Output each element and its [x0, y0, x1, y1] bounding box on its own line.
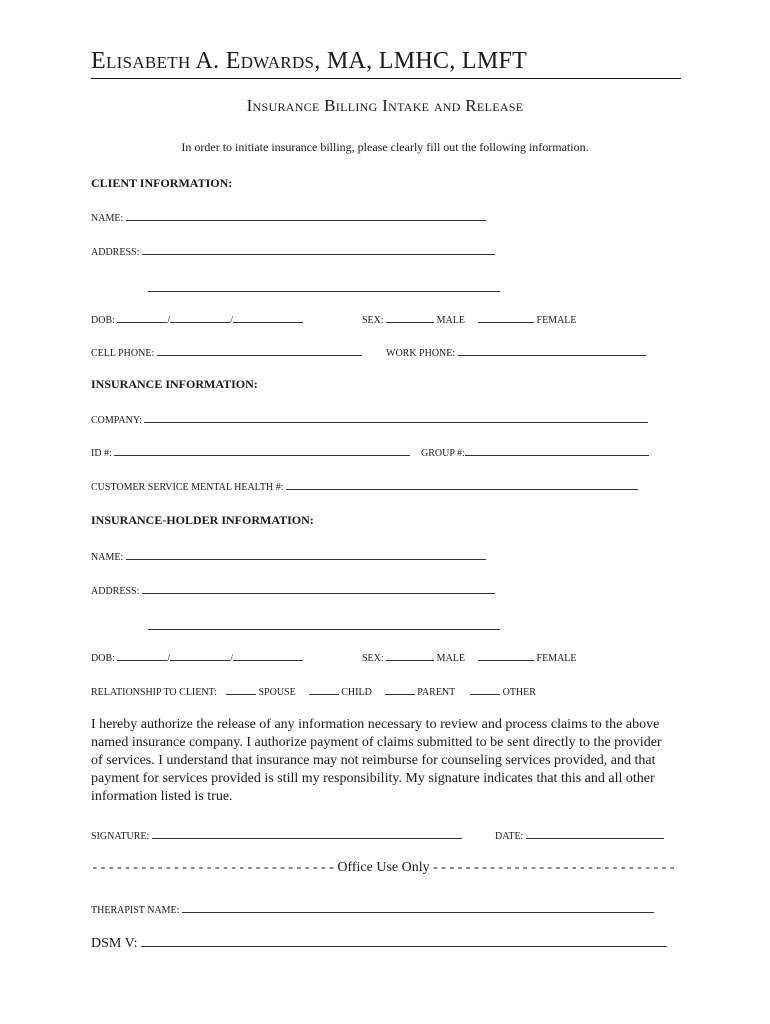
relationship-label: RELATIONSHIP TO CLIENT:	[91, 687, 217, 698]
insurance-company-field[interactable]	[144, 412, 648, 423]
client-cell-row	[91, 345, 362, 359]
holder-address-label: ADDRESS:	[91, 586, 140, 597]
date-field[interactable]	[526, 828, 664, 839]
holder-sex-row	[362, 650, 577, 664]
client-work-label: WORK PHONE:	[386, 348, 456, 359]
client-sex-label: SEX:	[362, 315, 384, 326]
therapist-field[interactable]	[182, 902, 654, 913]
client-male-field[interactable]	[386, 312, 434, 323]
parent-label: PARENT	[417, 687, 456, 698]
holder-name-label: NAME:	[91, 552, 124, 563]
insurance-group-label: GROUP #:	[421, 448, 465, 459]
holder-name-field[interactable]	[126, 549, 486, 560]
holder-address-field[interactable]	[142, 583, 495, 594]
client-name-field[interactable]	[126, 210, 486, 221]
client-work-row	[386, 345, 646, 359]
intro-text: In order to initiate insurance billing, please clearly fill out the following information.	[181, 140, 589, 154]
client-dob-day-field[interactable]	[170, 312, 230, 323]
dsm-label: DSM V:	[91, 936, 138, 951]
holder-info-heading: INSURANCE-HOLDER INFORMATION:	[91, 513, 314, 527]
client-address-field[interactable]	[142, 244, 495, 255]
date-row	[495, 828, 664, 842]
client-work-field[interactable]	[458, 345, 646, 356]
client-info-heading: CLIENT INFORMATION:	[91, 176, 233, 190]
child-field[interactable]	[309, 684, 339, 695]
insurance-group-row	[421, 445, 649, 459]
client-address-field-2[interactable]	[148, 281, 500, 292]
client-dob-month-field[interactable]	[117, 312, 167, 323]
client-female-field[interactable]	[478, 312, 534, 323]
holder-dob-month-field[interactable]	[117, 650, 167, 661]
spouse-label: SPOUSE	[258, 687, 296, 698]
holder-address-row	[91, 583, 495, 597]
insurance-company-row	[91, 412, 648, 426]
customer-service-field[interactable]	[286, 479, 638, 490]
holder-female-label: FEMALE	[536, 653, 577, 664]
relationship-row	[91, 684, 536, 698]
client-dob-label: DOB:	[91, 315, 115, 326]
client-male-label: MALE	[436, 315, 466, 326]
holder-sex-label: SEX:	[362, 653, 384, 664]
signature-field[interactable]	[152, 828, 462, 839]
insurance-group-field[interactable]	[465, 445, 649, 456]
practitioner-name: Elisabeth A. Edwards, MA, LMHC, LMFT	[91, 48, 528, 74]
spouse-field[interactable]	[226, 684, 256, 695]
holder-female-field[interactable]	[478, 650, 534, 661]
signature-label: SIGNATURE:	[91, 831, 150, 842]
dob-separator: /	[230, 653, 233, 664]
holder-name-row	[91, 549, 486, 563]
dob-separator: /	[230, 315, 233, 326]
client-cell-label: CELL PHONE:	[91, 348, 155, 359]
client-dob-row	[91, 312, 303, 326]
client-name-row	[91, 210, 486, 224]
dsm-row	[91, 934, 667, 952]
client-address-row	[91, 244, 495, 258]
holder-dob-row	[91, 650, 303, 664]
client-address-label: ADDRESS:	[91, 247, 140, 258]
holder-dob-year-field[interactable]	[233, 650, 303, 661]
form-title: Insurance Billing Intake and Release	[246, 96, 524, 115]
office-use-divider: - - - - - - - - - - - - - - - - - - - - - - - - - - - - - - Office Use Only - - - - - - - - - - - - - - - - - - - - - - - - - - - - - -	[92, 860, 675, 875]
client-female-label: FEMALE	[536, 315, 577, 326]
therapist-label: THERAPIST NAME:	[91, 905, 180, 916]
customer-service-label: CUSTOMER SERVICE MENTAL HEALTH #:	[91, 482, 284, 493]
customer-service-row	[91, 479, 638, 493]
holder-dob-day-field[interactable]	[170, 650, 230, 661]
holder-male-label: MALE	[436, 653, 466, 664]
insurance-id-row	[91, 445, 410, 459]
therapist-row	[91, 902, 654, 916]
insurance-id-field[interactable]	[114, 445, 410, 456]
client-name-label: NAME:	[91, 213, 124, 224]
dob-separator: /	[167, 653, 171, 664]
client-dob-year-field[interactable]	[233, 312, 303, 323]
authorization-paragraph: I hereby authorize the release of any information necessary to review and process claims to the above named insurance company. I authorize payment of claims submitted to be sent directly to the provider of services. I understand that insurance may not reimburse for counseling services provided, and that payment for services provided is still my responsibility. My signature indicates that this and all other information listed is true.	[91, 717, 662, 804]
signature-row	[91, 828, 462, 842]
holder-dob-label: DOB:	[91, 653, 115, 664]
parent-field[interactable]	[385, 684, 415, 695]
dob-separator: /	[167, 315, 171, 326]
holder-address-field-2[interactable]	[148, 619, 500, 630]
practitioner-header	[91, 48, 681, 79]
client-address-line2	[148, 281, 500, 295]
client-cell-field[interactable]	[157, 345, 362, 356]
other-label: OTHER	[502, 687, 536, 698]
holder-male-field[interactable]	[386, 650, 434, 661]
other-field[interactable]	[470, 684, 500, 695]
insurance-id-label: ID #:	[91, 448, 112, 459]
holder-address-line2	[148, 619, 500, 633]
dsm-field[interactable]	[141, 934, 667, 947]
insurance-company-label: COMPANY:	[91, 415, 142, 426]
insurance-info-heading: INSURANCE INFORMATION:	[91, 377, 258, 391]
child-label: CHILD	[341, 687, 372, 698]
date-label: DATE:	[495, 831, 524, 842]
client-sex-row	[362, 312, 577, 326]
